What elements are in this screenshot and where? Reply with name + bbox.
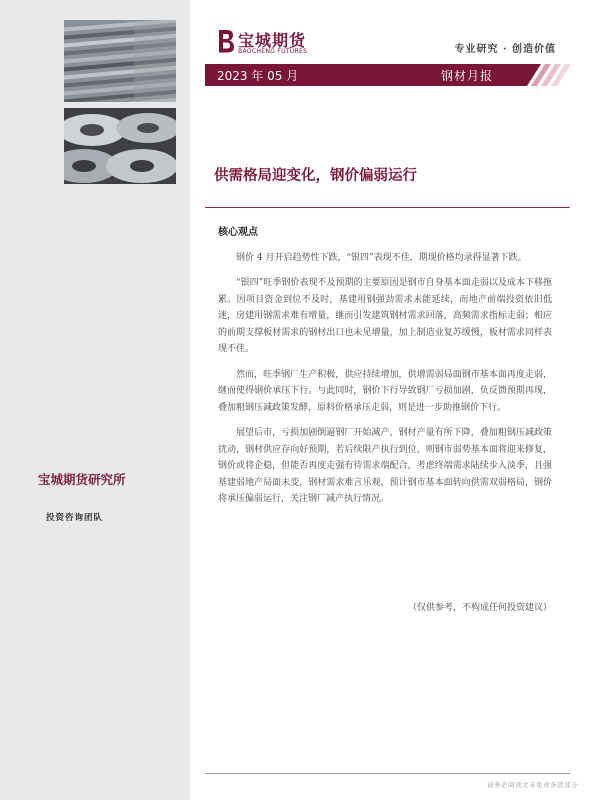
company-logo (216, 28, 320, 58)
report-headline: 供需格局迎变化，钢价偏弱运行 (214, 168, 417, 184)
paragraph: 展望后市，亏损加剧倒逼钢厂开始减产，钢材产量有所下降，叠加粗钢压减政策扰动，钢材供应存向好预期，若后续限产执行到位，则钢市弱势基本面将迎来修复，钢价或将企稳，但能否再度走强有待需求端配合，考虑终端需求陆续步入淡季，且强基建弱地产局面未变，钢材需求难言乐观，预计钢市基本面转向供需双弱格局，钢价将承压偏弱运行，关注钢厂减产执行情况。 (218, 428, 552, 504)
section-title: 核心观点 (218, 227, 258, 238)
paragraph: “银四”旺季钢价表现不及预期的主要原因是钢市自身基本面走弱以及成本下移拖累。因项目资金到位不及时，基建用钢强劲需求未能延续，而地产前端投资依旧低迷，房建用钢需求难有增量，继而引发建筑钢材需求回落，高频需求指标走弱；相应的前期支撑板材需求的钢材出口也未见增量，加上制造业复苏缓慢，板材需求同样表现不佳。 (218, 278, 552, 354)
logo-chinese-name: 宝城期货 (238, 31, 307, 50)
team-name: 投资咨询团队 (46, 513, 104, 523)
logo-mark-icon (216, 28, 236, 54)
core-views-section (218, 225, 552, 517)
header-banner (205, 64, 570, 86)
paragraph: 然而，旺季钢厂生产积极，供应持续增加，供增需弱局面钢市基本面再度走弱，继而使得钢价承压下行。与此同时，钢价下行导致钢厂亏损加剧，负反馈预期再现，叠加粗钢压减政策发酵，原料价格承压走弱，则是进一步助推钢价下行。 (218, 369, 552, 413)
footer-note: 请务必阅读文末免责条款部分 (487, 781, 578, 789)
rebar-photo (64, 20, 176, 102)
headline-divider (205, 207, 570, 208)
slogan: 专业研究 · 创造价值 (454, 44, 556, 55)
steel-coils-photo (64, 108, 176, 184)
report-date: 2023 年 05 月 (217, 69, 299, 83)
footer-divider (205, 773, 570, 774)
sidebar (0, 0, 190, 800)
disclaimer: （仅供参考，不构成任何投资建议） (407, 603, 552, 613)
report-type: 钢材月报 (441, 69, 494, 83)
research-institute-name: 宝城期货研究所 (38, 472, 126, 487)
paragraph: 钢价 4 月开启趋势性下跌，“银四”表现不佳，期现价格均录得显著下跌。 (236, 252, 527, 263)
logo-english-name: BAOCHENG FUTURES (238, 48, 308, 55)
